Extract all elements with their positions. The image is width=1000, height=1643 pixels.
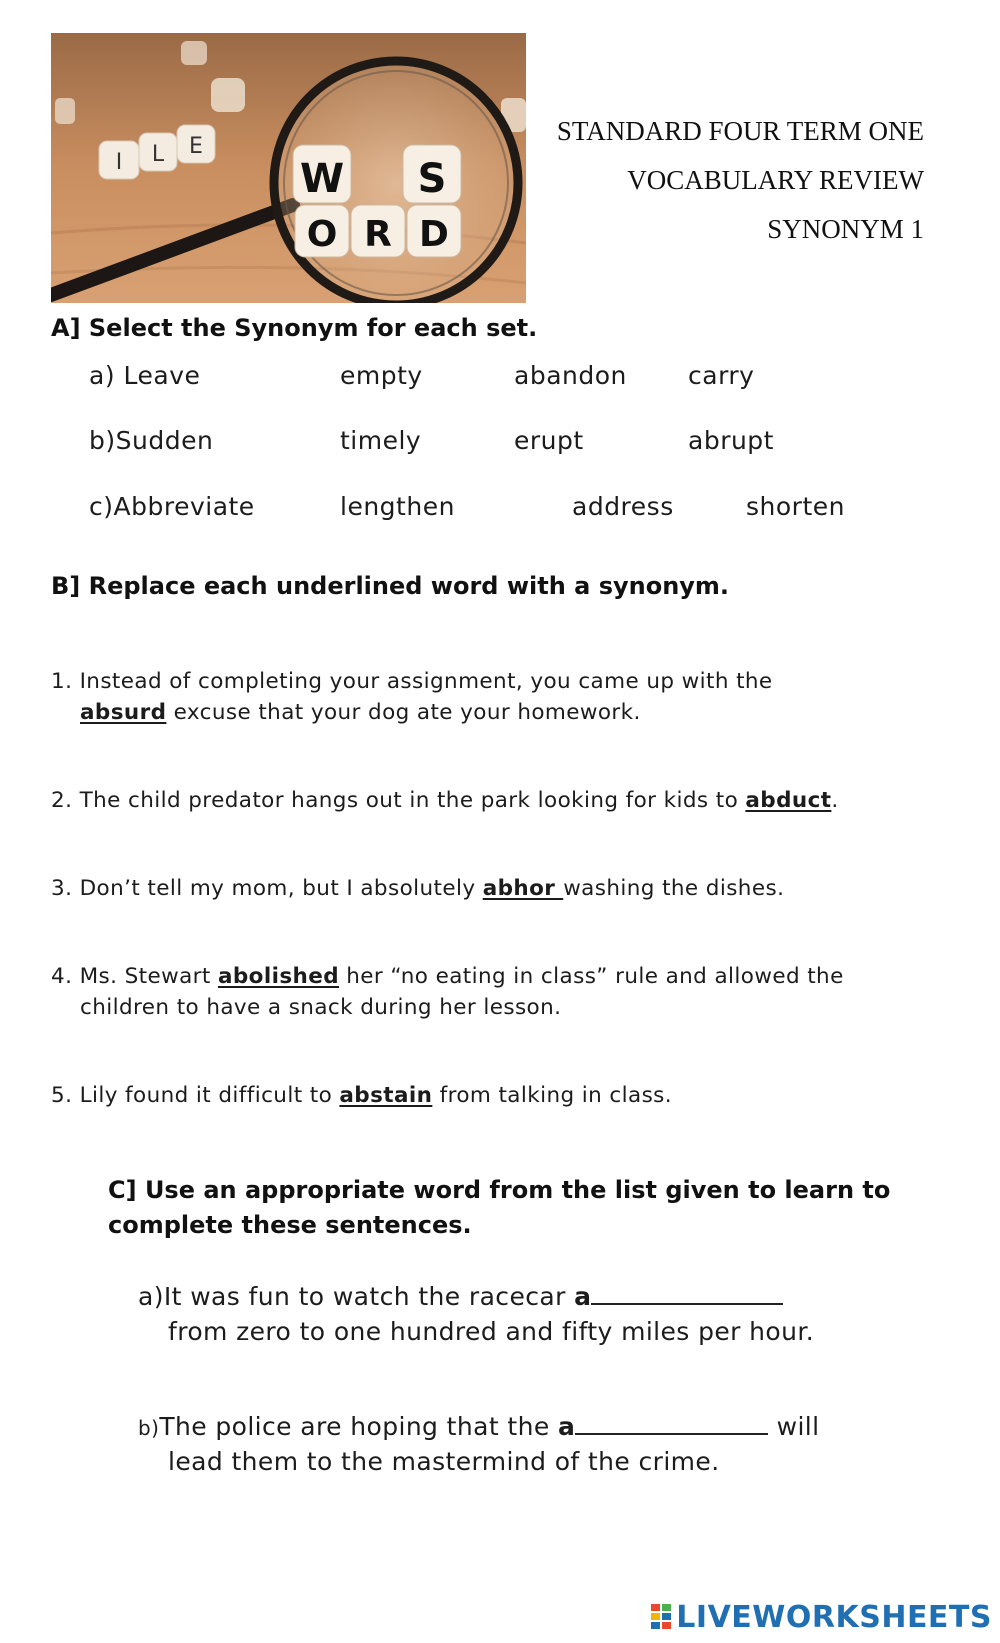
sentence-text: will — [768, 1412, 820, 1441]
section-a-word: c)Abbreviate — [89, 492, 255, 521]
question-5 — [51, 1080, 672, 1112]
sentence-text: The police are hoping that the — [159, 1412, 558, 1441]
underlined-word: abduct — [745, 788, 832, 813]
question-4 — [51, 961, 844, 993]
question-number: 4. — [51, 964, 73, 989]
question-number: 5. — [51, 1083, 73, 1108]
underlined-word: abstain — [339, 1083, 433, 1108]
header-title-line1: STANDARD FOUR TERM ONE — [556, 116, 924, 146]
section-a-option[interactable]: abandon — [514, 361, 627, 390]
die-letter: L — [151, 142, 165, 167]
section-a-option[interactable]: empty — [340, 361, 423, 390]
brand-grid-icon — [651, 1604, 673, 1630]
hint-letter: a — [557, 1412, 576, 1441]
header-title-line3: SYNONYM 1 — [767, 214, 924, 244]
question-text: The child predator hangs out in the park looking for kids to — [79, 788, 746, 813]
question-text: Don’t tell my mom, but I absolutely — [79, 876, 483, 901]
section-a-title: A] Select the Synonym for each set. — [51, 314, 538, 342]
question-number: 3. — [51, 876, 73, 901]
question-number: 1. — [51, 669, 73, 694]
die-letter: O — [306, 214, 338, 255]
underlined-word: abhor — [482, 876, 564, 901]
question-text: excuse that your dog ate your homework. — [166, 700, 641, 725]
question-text: from talking in class. — [432, 1083, 673, 1108]
section-a-word: a) Leave — [89, 361, 201, 390]
section-a-option[interactable]: timely — [340, 426, 422, 455]
brand-name: LIVEWORKSHEETS — [676, 1600, 992, 1635]
section-a-option[interactable]: address — [572, 492, 674, 521]
magnifier-dice-illustration — [51, 33, 526, 303]
question-text: Lily found it difficult to — [79, 1083, 340, 1108]
section-a-option[interactable]: abrupt — [688, 426, 774, 455]
answer-blank[interactable] — [591, 1281, 783, 1305]
section-b-title: B] Replace each underlined word with a synonym. — [51, 572, 730, 600]
question-1 — [51, 666, 773, 698]
question-text: washing the dishes. — [563, 876, 785, 901]
question-text: her “no eating in class” rule and allowed the — [339, 964, 844, 989]
question-text: . — [831, 788, 839, 813]
question-number: 2. — [51, 788, 73, 813]
question-3 — [51, 873, 784, 905]
question-1-continuation — [80, 697, 641, 729]
die-letter: R — [364, 214, 392, 255]
die-letter: E — [189, 134, 203, 159]
question-2 — [51, 785, 839, 817]
underlined-word: absurd — [80, 700, 167, 725]
item-label: a) — [138, 1282, 164, 1311]
question-text: Instead of completing your assignment, you came up with the — [79, 669, 773, 694]
die-letter: I — [115, 150, 123, 175]
fill-sentence-b — [138, 1409, 819, 1446]
header-title-line2: VOCABULARY REVIEW — [627, 165, 924, 195]
header-photo — [51, 33, 526, 303]
fill-sentence-a — [138, 1279, 783, 1315]
die-letter: D — [419, 214, 449, 255]
answer-blank[interactable] — [575, 1411, 768, 1435]
section-a-option[interactable]: lengthen — [340, 492, 455, 521]
sentence-text: It was fun to watch the racecar — [163, 1282, 575, 1311]
item-label: b) — [138, 1416, 160, 1440]
section-a-option[interactable]: erupt — [514, 426, 584, 455]
section-a-option[interactable]: carry — [688, 361, 755, 390]
question-4-continuation: children to have a snack during her lesson. — [80, 995, 562, 1020]
die-letter: S — [417, 156, 447, 202]
liveworksheets-logo[interactable] — [651, 1600, 992, 1635]
section-c-title-line1: C] Use an appropriate word from the list given to learn to — [108, 1176, 891, 1204]
question-text: Ms. Stewart — [79, 964, 218, 989]
fill-sentence-b-continuation: lead them to the mastermind of the crime. — [168, 1447, 720, 1476]
underlined-word: abolished — [217, 964, 340, 989]
hint-letter: a — [574, 1282, 592, 1311]
fill-sentence-a-continuation: from zero to one hundred and fifty miles per hour. — [168, 1317, 815, 1346]
section-c-title-line2: complete these sentences. — [108, 1211, 472, 1239]
die-letter: W — [299, 156, 345, 202]
section-a-option[interactable]: shorten — [746, 492, 845, 521]
section-a-word: b)Sudden — [89, 426, 214, 455]
